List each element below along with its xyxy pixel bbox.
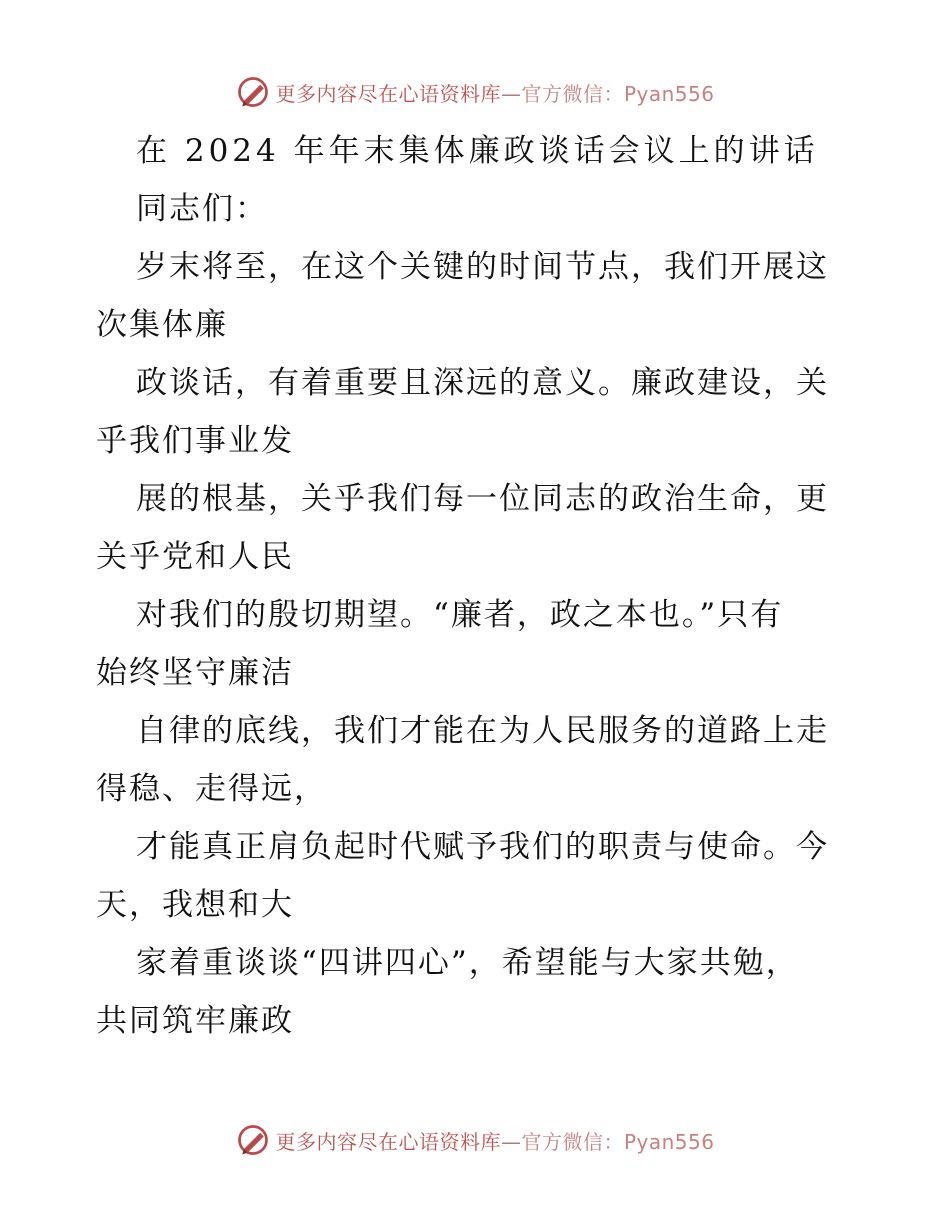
banner-contact: 官方微信：Pyan556 — [521, 81, 715, 106]
body-line: 岁末将至，在这个关键的时间节点，我们开展这 — [136, 249, 829, 285]
body-line: 始终坚守廉洁 — [96, 655, 294, 691]
body-line: 家着重谈谈“四讲四心”，希望能与大家共勉， — [136, 945, 799, 981]
document-title: 在 2024 年年末集体廉政谈话会议上的讲话 — [136, 133, 819, 169]
body-line: 次集体廉 — [96, 307, 228, 343]
banner-contact: 官方微信：Pyan556 — [521, 1129, 715, 1154]
body-line: 得稳、走得远， — [96, 771, 327, 807]
banner-site-name: 更多内容尽在心语资料库 — [275, 81, 501, 106]
body-line: 关乎党和人民 — [96, 539, 294, 575]
footer-banner — [0, 1120, 950, 1160]
document-body — [96, 122, 856, 1050]
body-line: 共同筑牢廉政 — [96, 1003, 294, 1039]
body-line: 自律的底线，我们才能在为人民服务的道路上走 — [136, 713, 829, 749]
body-line: 才能真正肩负起时代赋予我们的职责与使命。今 — [136, 829, 829, 865]
salutation: 同志们： — [136, 191, 268, 227]
banner-separator: — — [500, 1129, 522, 1154]
pen-circle-logo-icon — [235, 1122, 271, 1158]
pen-circle-logo-icon — [235, 74, 271, 110]
body-line: 政谈话，有着重要且深远的意义。廉政建设，关 — [136, 365, 829, 401]
body-line: 对我们的殷切期望。“廉者，政之本也。”只有 — [136, 597, 784, 633]
banner-separator: — — [500, 81, 522, 106]
banner-site-name: 更多内容尽在心语资料库 — [275, 1129, 501, 1154]
body-line: 天，我想和大 — [96, 887, 294, 923]
header-banner — [0, 72, 950, 112]
body-line: 展的根基，关乎我们每一位同志的政治生命，更 — [136, 481, 829, 517]
body-line: 乎我们事业发 — [96, 423, 294, 459]
